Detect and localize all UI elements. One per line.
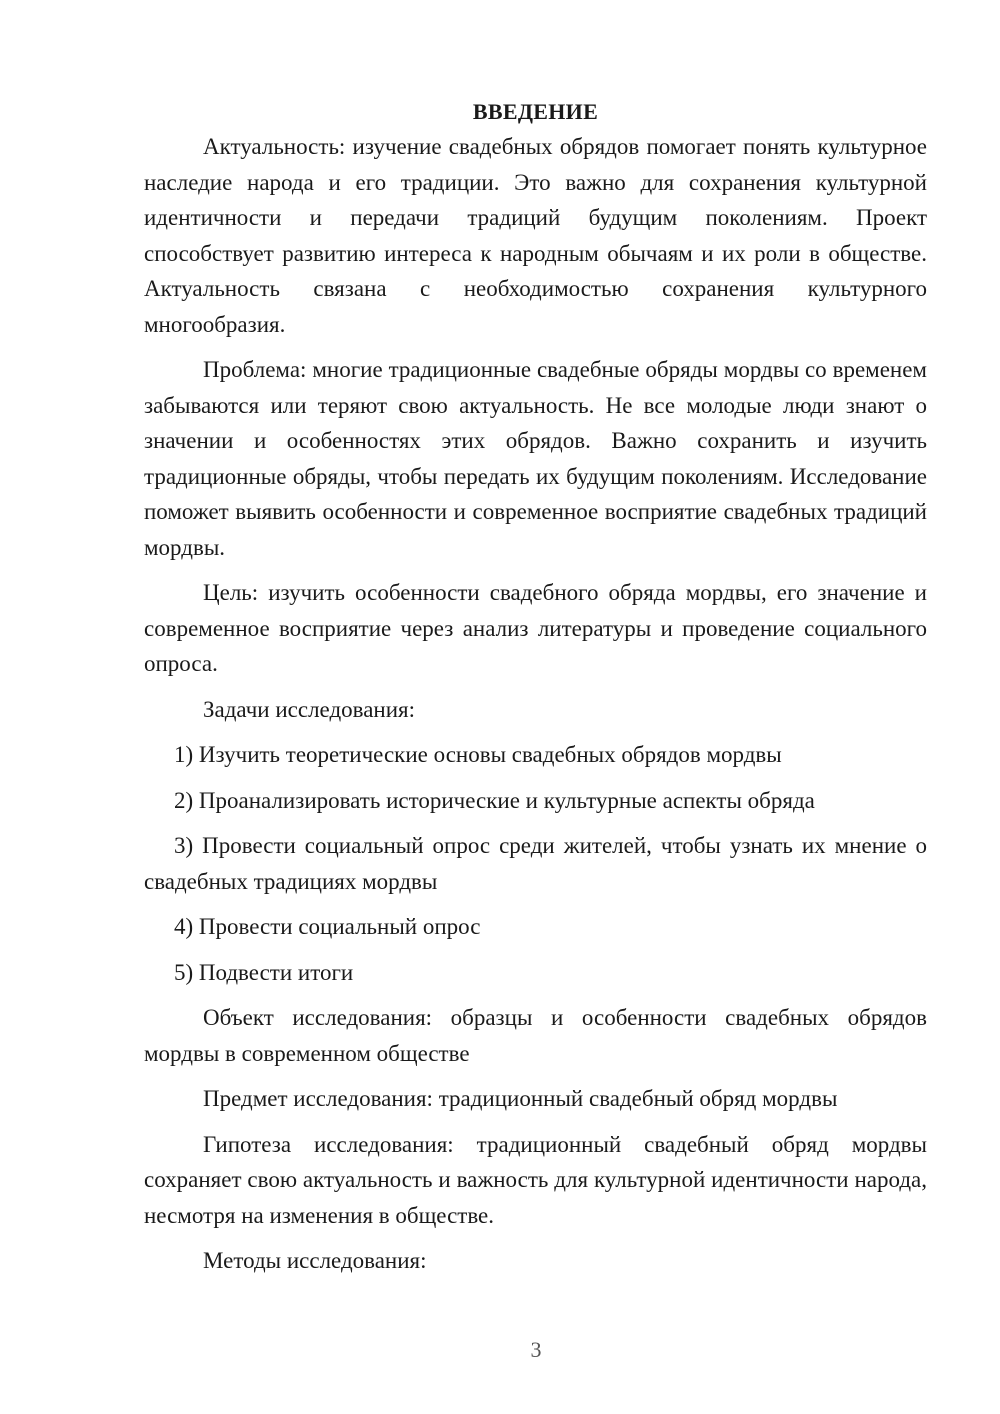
section-title: ВВЕДЕНИЕ xyxy=(472,99,599,124)
subject-paragraph: Предмет исследования: традиционный свадебный обряд мордвы xyxy=(203,1086,838,1111)
goal-paragraph: Цель: изучить особенности свадебного обряда мордвы, его значение и современное восприятие через анализ литературы и проведение социального опроса. xyxy=(144,580,927,676)
hypothesis-paragraph: Гипотеза исследования: традиционный свадебный обряд мордвы сохраняет свою актуальность и важность для культурной идентичности народа, несмотря на изменения в обществе. xyxy=(144,1131,927,1228)
methods-heading: Методы исследования: xyxy=(203,1248,427,1273)
task-item-1: 1) Изучить теоретические основы свадебных обрядов мордвы xyxy=(174,742,782,767)
task-item-2: 2) Проанализировать исторические и культурные аспекты обряда xyxy=(174,787,815,813)
page-content xyxy=(144,94,927,1289)
tasks-heading: Задачи исследования: xyxy=(203,696,416,722)
relevance-paragraph: Актуальность: изучение свадебных обрядов помогает понять культурное наследие народа и его традиции. Это важно для сохранения культурной идентичности и передачи традиций будущим поколениям. Проект способствует развитию интереса к народным обычаям и их роли в обществе. Актуальность связана с необходимостью сохранения культурного многообразия. xyxy=(144,134,927,337)
task-item-4: 4) Провести социальный опрос xyxy=(174,914,481,939)
problem-paragraph: Проблема: многие традиционные свадебные обряды мордвы со временем забываются или теряют свою актуальность. Не все молодые люди знают о значении и особенностях этих обрядов. Важно сохранить и изучить традиционные обряды, чтобы передать их будущим поколениям. Исследование поможет выявить особенности и современное восприятие свадебных традиций мордвы. xyxy=(144,357,927,560)
object-paragraph: Объект исследования: образцы и особенности свадебных обрядов мордвы в современном обществе xyxy=(144,1005,927,1066)
task-item-3: 3) Провести социальный опрос среди жителей, чтобы узнать их мнение о свадебных традициях мордвы xyxy=(144,833,927,894)
page-number: 3 xyxy=(530,1337,542,1362)
task-item-5: 5) Подвести итоги xyxy=(174,959,354,985)
